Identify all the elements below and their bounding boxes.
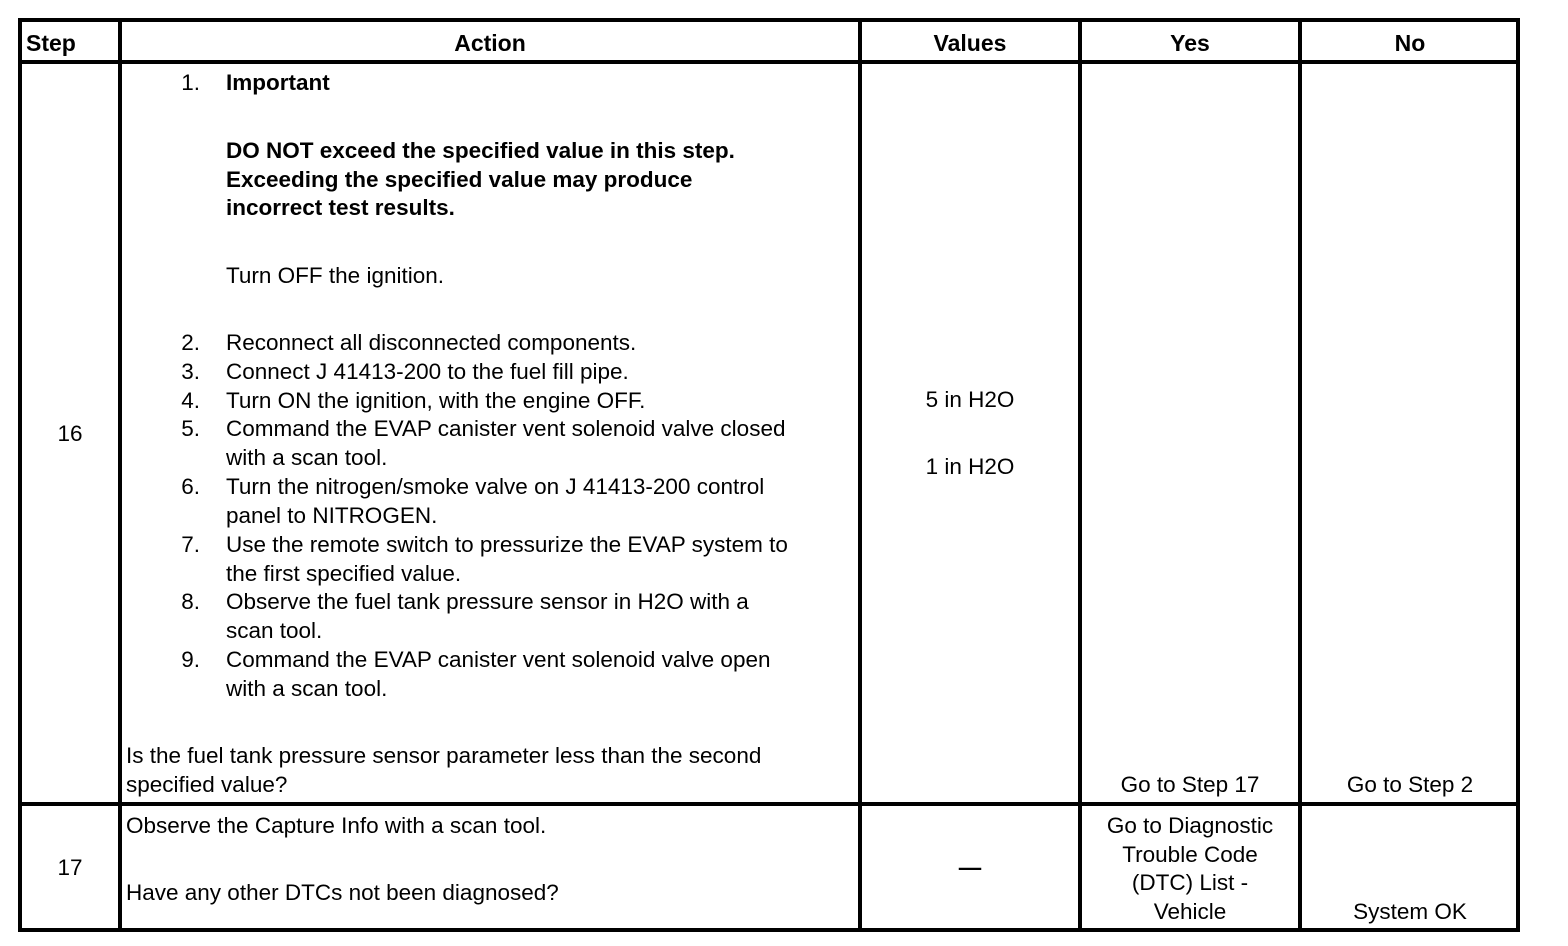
yes-link[interactable]: Go to Step 17: [1120, 771, 1260, 797]
no-result: System OK: [1353, 899, 1467, 924]
list-item-text: Connect J 41413-200 to the fuel fill pipe.: [226, 359, 629, 384]
important-text: incorrect test results.: [226, 195, 455, 221]
header-values: Values: [933, 30, 1007, 56]
value-first: 5 in H2O: [925, 387, 1015, 412]
step-number: 16: [57, 421, 83, 446]
list-number: 7.: [181, 532, 200, 557]
value-second: 1 in H2O: [925, 454, 1015, 479]
col-divider: [118, 22, 122, 928]
list-number: 8.: [181, 589, 200, 614]
list-item-text: with a scan tool.: [226, 675, 388, 701]
important-text: DO NOT exceed the specified value in this step.: [226, 138, 735, 163]
step1-action: Turn OFF the ignition.: [226, 263, 445, 288]
yes-link[interactable]: Trouble Code: [1122, 841, 1258, 867]
list-item-text: Turn ON the ignition, with the engine OFF.: [226, 387, 646, 413]
yes-link[interactable]: Vehicle: [1153, 899, 1227, 924]
list-item-text: Turn the nitrogen/smoke valve on J 41413-200 control: [226, 474, 765, 499]
list-number: 3.: [181, 359, 200, 384]
header-no: No: [1394, 30, 1426, 56]
yes-link[interactable]: Go to Diagnostic: [1106, 813, 1274, 838]
list-item-text: Command the EVAP canister vent solenoid valve closed: [226, 416, 786, 441]
step-number: 17: [57, 855, 83, 880]
list-item-text: Observe the fuel tank pressure sensor in H2O with a: [226, 589, 749, 614]
list-item-text: scan tool.: [226, 618, 323, 643]
header-action: Action: [454, 30, 526, 56]
header-step: Step: [26, 30, 76, 56]
header-yes: Yes: [1170, 30, 1210, 56]
list-item-text: with a scan tool.: [226, 445, 388, 470]
question-text: Is the fuel tank pressure sensor parameter less than the second: [126, 743, 762, 768]
list-item-text: Command the EVAP canister vent solenoid valve open: [226, 646, 771, 672]
list-number: 6.: [181, 474, 200, 499]
list-number: 4.: [181, 387, 200, 413]
list-number: 9.: [181, 646, 200, 672]
action-text: Observe the Capture Info with a scan tool.: [126, 813, 547, 838]
yes-link[interactable]: (DTC) List -: [1131, 870, 1249, 896]
list-number: 2.: [181, 330, 200, 355]
question-text: Have any other DTCs not been diagnosed?: [126, 880, 559, 905]
list-item-text: the first specified value.: [226, 560, 462, 586]
diagnostic-table: [18, 18, 1520, 932]
list-number: 5.: [181, 416, 200, 441]
no-link[interactable]: Go to Step 2: [1346, 771, 1474, 797]
important-label: Important: [226, 70, 330, 95]
list-number: 1.: [181, 70, 200, 95]
important-text: Exceeding the specified value may produce: [226, 166, 693, 192]
list-item-text: Use the remote switch to pressurize the EVAP system to: [226, 532, 788, 557]
question-text: specified value?: [126, 771, 288, 797]
list-item-text: Reconnect all disconnected components.: [226, 330, 637, 355]
list-item-text: panel to NITROGEN.: [226, 503, 438, 528]
value-none: —: [958, 855, 982, 880]
row-divider: [22, 802, 1516, 806]
